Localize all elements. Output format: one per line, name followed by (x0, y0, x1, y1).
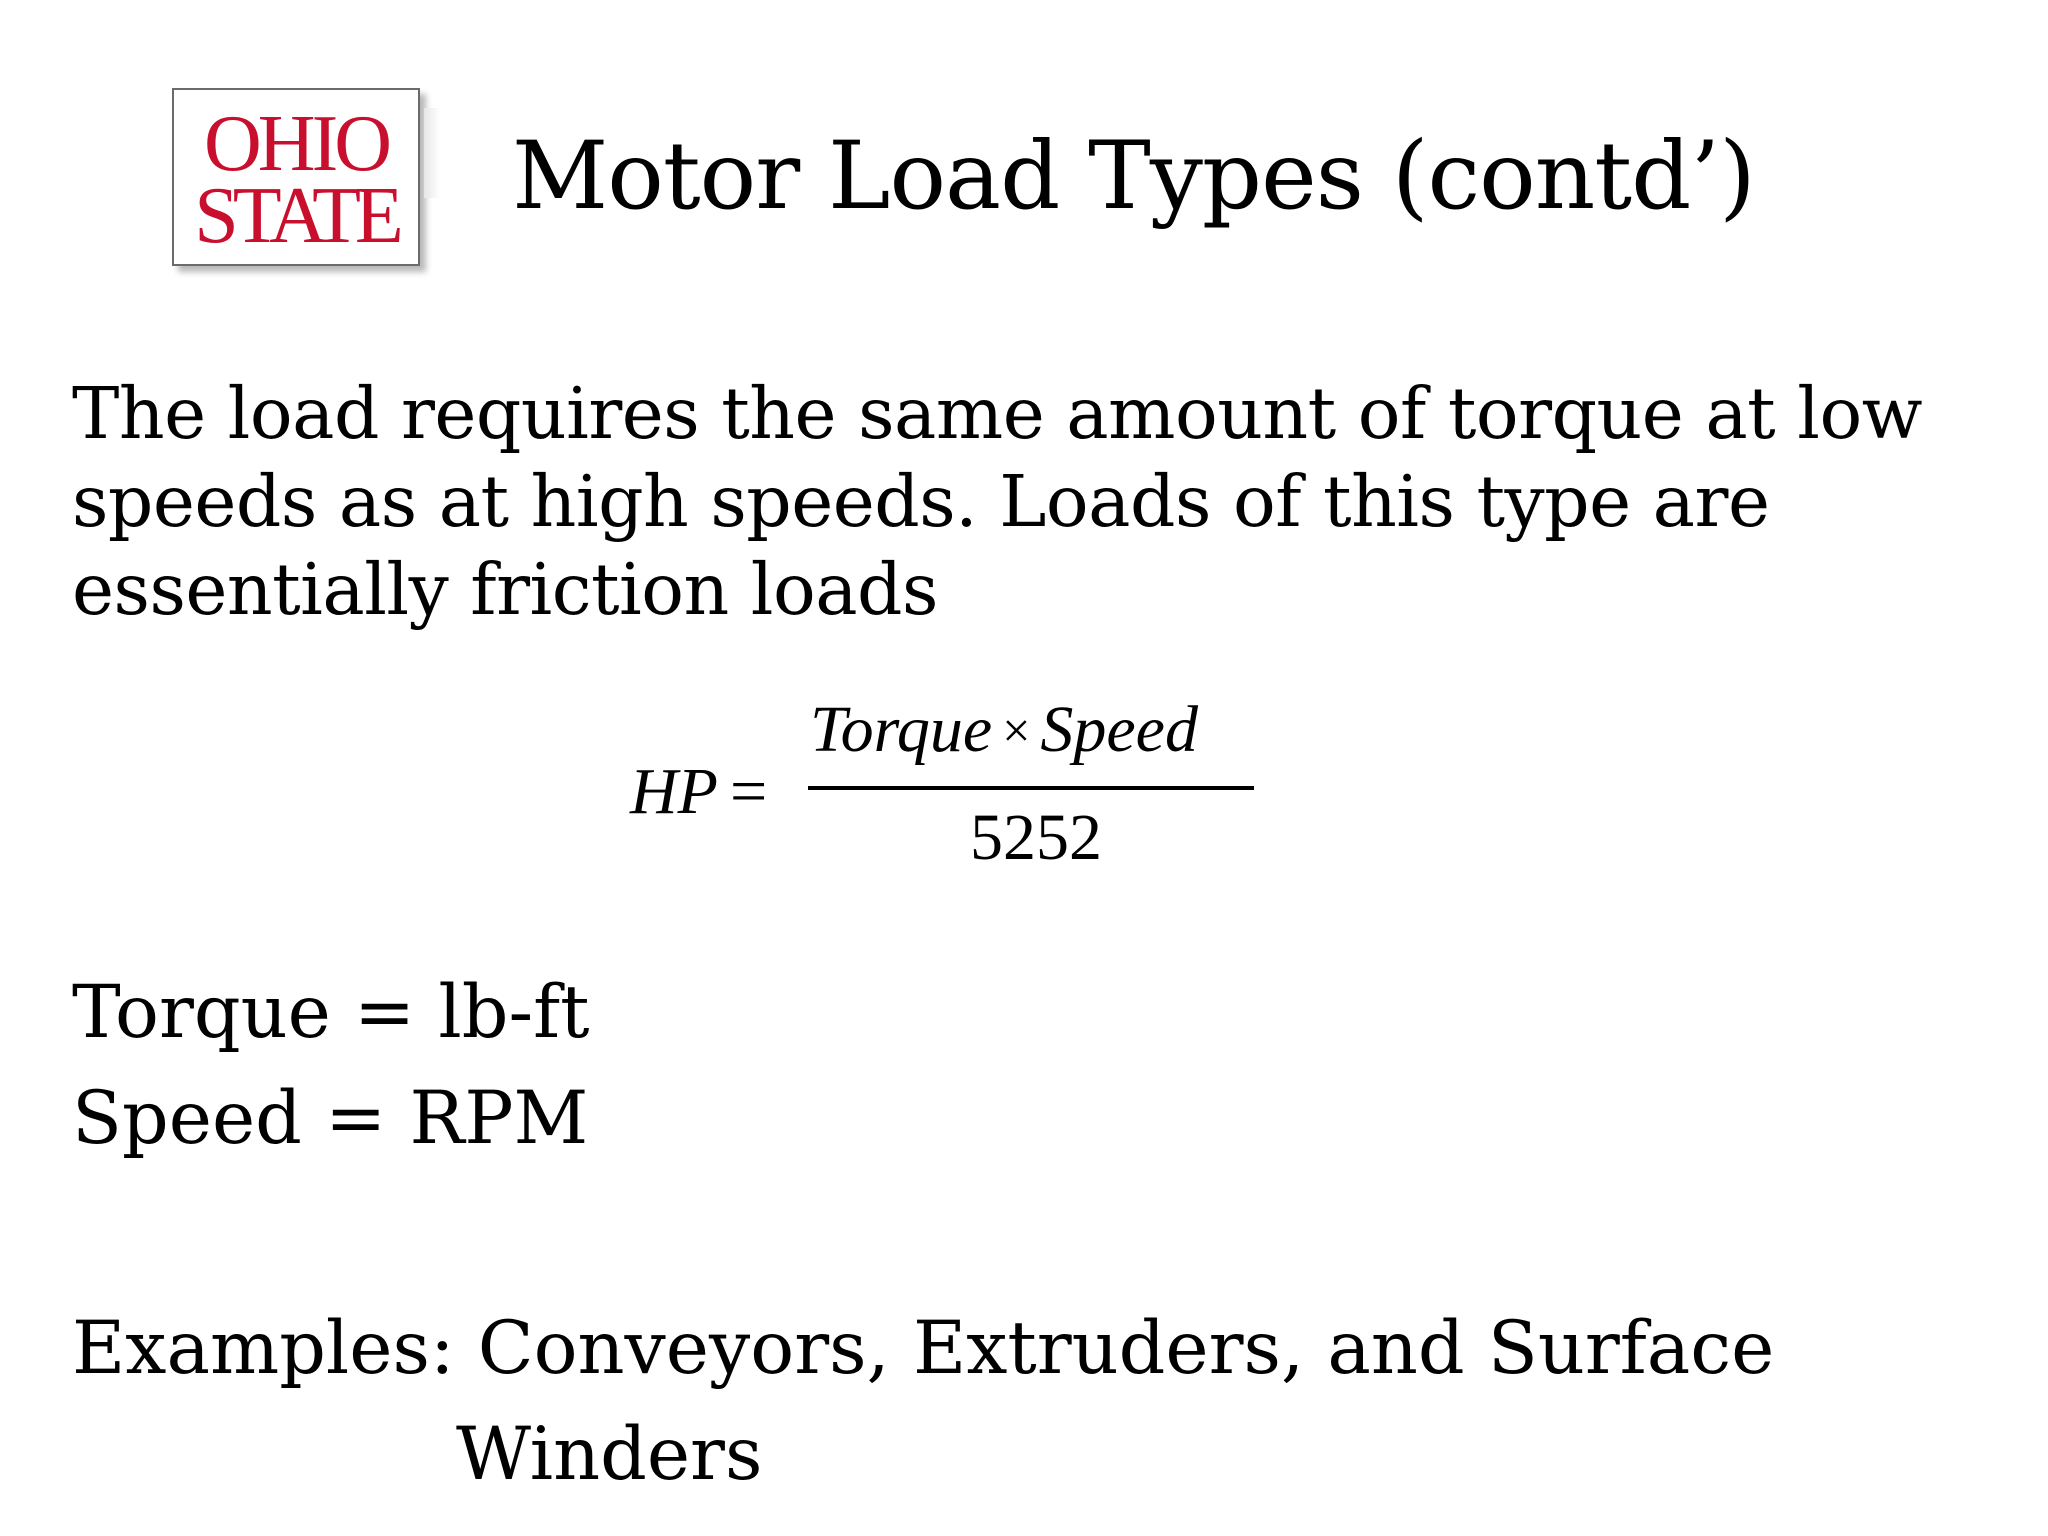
examples-line1: Examples: Conveyors, Extruders, and Surface (72, 1306, 1775, 1391)
formula-torque: Torque (810, 693, 993, 766)
formula-equals: = (729, 755, 768, 828)
hp-formula (630, 692, 1270, 892)
logo-line2: STATE (194, 172, 398, 260)
logo-decoration (424, 108, 440, 198)
body-line: speeds as at high speeds. Loads of this type are (72, 460, 1770, 543)
formula-speed: Speed (1040, 693, 1198, 766)
formula-numerator (810, 692, 1198, 768)
body-line: essentially friction loads (72, 548, 938, 631)
body-paragraph (72, 370, 2048, 634)
speed-unit: Speed = RPM (72, 1076, 589, 1161)
logo-line1: OHIO (204, 100, 388, 188)
ohio-state-logo-icon (174, 90, 418, 264)
examples (72, 1296, 1774, 1508)
formula-denominator: 5252 (970, 801, 1102, 874)
body-line: The load requires the same amount of torque at low (72, 372, 1922, 455)
fraction-bar (808, 786, 1254, 790)
formula-times: × (1002, 702, 1031, 758)
examples-line2: Winders (456, 1412, 763, 1497)
ohio-state-logo (172, 88, 420, 266)
formula-lhs (630, 754, 767, 830)
torque-unit: Torque = lb-ft (72, 970, 590, 1055)
formula-hp: HP (630, 755, 718, 828)
slide-title: Motor Load Types (contd’) (512, 122, 1755, 231)
